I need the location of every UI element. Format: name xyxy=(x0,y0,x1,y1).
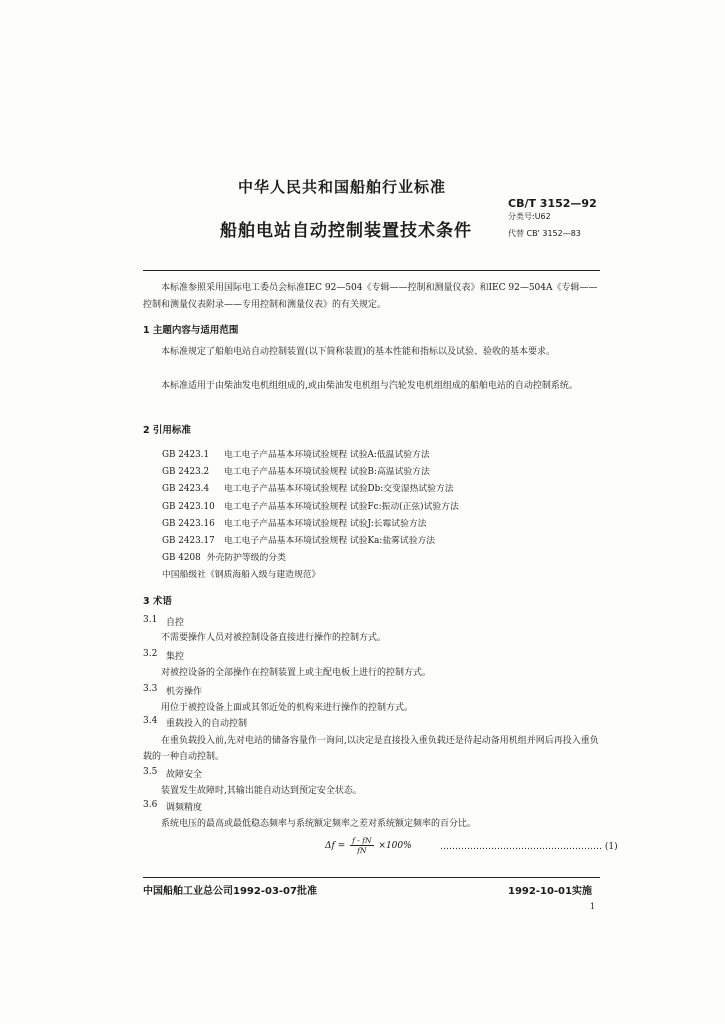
standard-number: CB/T 3152—92 xyxy=(508,197,597,210)
term-title: 重载投入的自动控制 xyxy=(166,719,248,729)
section-2-heading: 2 引用标准 xyxy=(143,425,191,436)
term-title: 集控 xyxy=(166,652,185,662)
term-number: 3.3 xyxy=(143,684,158,694)
section-3-heading: 3 术语 xyxy=(143,596,172,607)
approval-note: 中国船舶工业总公司1992-03-07批准 xyxy=(143,886,317,897)
header-divider xyxy=(143,270,600,271)
formula-lhs: Δf = xyxy=(325,841,346,851)
term-number: 3.1 xyxy=(143,615,158,625)
reference-item xyxy=(162,567,320,580)
reference-text: 电工电子产品基本环境试验规程 试验A:低温试验方法 xyxy=(224,450,430,460)
reference-text: 中国船级社《钢质海船入级与建造规范》 xyxy=(162,570,321,580)
formula-denominator: fN xyxy=(357,846,367,855)
term-title: 自控 xyxy=(166,618,185,628)
term-definition: 装置发生故障时,其输出能自动达到预定安全状态。 xyxy=(161,786,362,796)
term-title: 调频精度 xyxy=(166,803,203,813)
reference-item xyxy=(162,464,430,477)
reference-code: GB 2423.10 xyxy=(162,502,215,512)
reference-text: 电工电子产品基本环境试验规程 试验B:高温试验方法 xyxy=(224,467,430,477)
frequency-formula xyxy=(325,836,412,858)
term-title: 机旁操作 xyxy=(166,687,203,697)
term-number: 3.5 xyxy=(143,767,158,777)
replaces-standard: 代替 CB' 3152—83 xyxy=(508,229,581,238)
footer-divider xyxy=(143,877,600,878)
section-1-paragraph-2: 本标准适用于由柴油发电机组组成的,或由柴油发电机组与汽轮发电机组组成的船舶电站的自动控制系统。 xyxy=(161,381,578,391)
term-definition: 系统电压的最高或最低稳态频率与系统额定频率之差对系统额定频率的百分比。 xyxy=(161,819,477,829)
reference-code: GB 2423.1 xyxy=(162,450,210,460)
term-definition: 对被控设备的全部操作在控制装置上或主配电板上进行的控制方式。 xyxy=(161,668,432,678)
reference-code: GB 4208 xyxy=(162,553,201,563)
reference-item xyxy=(162,533,435,546)
reference-item xyxy=(162,481,454,494)
reference-code: GB 2423.16 xyxy=(162,519,215,529)
reference-text: 电工电子产品基本环境试验规程 试验Ka:盐雾试验方法 xyxy=(224,536,436,546)
classification-number: 分类号:U62 xyxy=(508,212,551,221)
term-number: 3.4 xyxy=(143,716,158,726)
term-definition: 不需要操作人员对被控制设备直接进行操作的控制方式。 xyxy=(161,633,387,643)
reference-item xyxy=(162,516,426,529)
term-definition: 用位于被控设备上面或其邻近处的机构来进行操作的控制方式。 xyxy=(161,703,414,713)
reference-text: 外壳防护等级的分类 xyxy=(206,553,286,563)
reference-item xyxy=(162,550,286,563)
section-1-heading: 1 主题内容与适用范围 xyxy=(143,325,239,336)
reference-text: 电工电子产品基本环境试验规程 试验Fc:振动(正弦)试验方法 xyxy=(224,502,459,512)
standard-category-title: 中华人民共和国船舶行业标准 xyxy=(238,178,447,196)
reference-item xyxy=(162,447,430,460)
term-title: 故障安全 xyxy=(166,770,203,780)
reference-text: 电工电子产品基本环境试验规程 试验J:长霉试验方法 xyxy=(224,519,427,529)
term-definition: 在重负载投入前,先对电站的储备容量作一询问,以决定是直接投入重负载还是待起动备用机组并网后再投入重负载的一种自动控制。 xyxy=(143,736,599,762)
reference-text: 电工电子产品基本环境试验规程 试验Db:交变湿热试验方法 xyxy=(224,484,454,494)
reference-item xyxy=(162,499,459,512)
intro-paragraph: 本标准参照采用国际电工委员会标准IEC 92—504《专辑——控制和测量仪表》和IEC 92—504A《专辑——控制和测量仪表附录——专用控制和测量仪表》的有关规定。 xyxy=(143,283,598,310)
formula-leader: ……………………………………………… (1) xyxy=(440,842,618,852)
formula-tail: ×100% xyxy=(378,841,412,851)
formula-fraction xyxy=(350,836,373,855)
term-number: 3.6 xyxy=(143,800,158,810)
page-number: 1 xyxy=(590,902,596,911)
reference-code: GB 2423.2 xyxy=(162,467,210,477)
section-1-paragraph-1: 本标准规定了船舶电站自动控制装置(以下简称装置)的基本性能和指标以及试验、验收的基本要求。 xyxy=(161,347,556,357)
reference-code: GB 2423.17 xyxy=(162,536,215,546)
formula-numerator: f - fN xyxy=(352,836,372,845)
document-title: 船舶电站自动控制装置技术条件 xyxy=(220,221,472,241)
term-number: 3.2 xyxy=(143,649,158,659)
formula-number: (1) xyxy=(604,842,618,852)
reference-code: GB 2423.4 xyxy=(162,484,210,494)
implementation-date: 1992-10-01实施 xyxy=(508,886,592,897)
